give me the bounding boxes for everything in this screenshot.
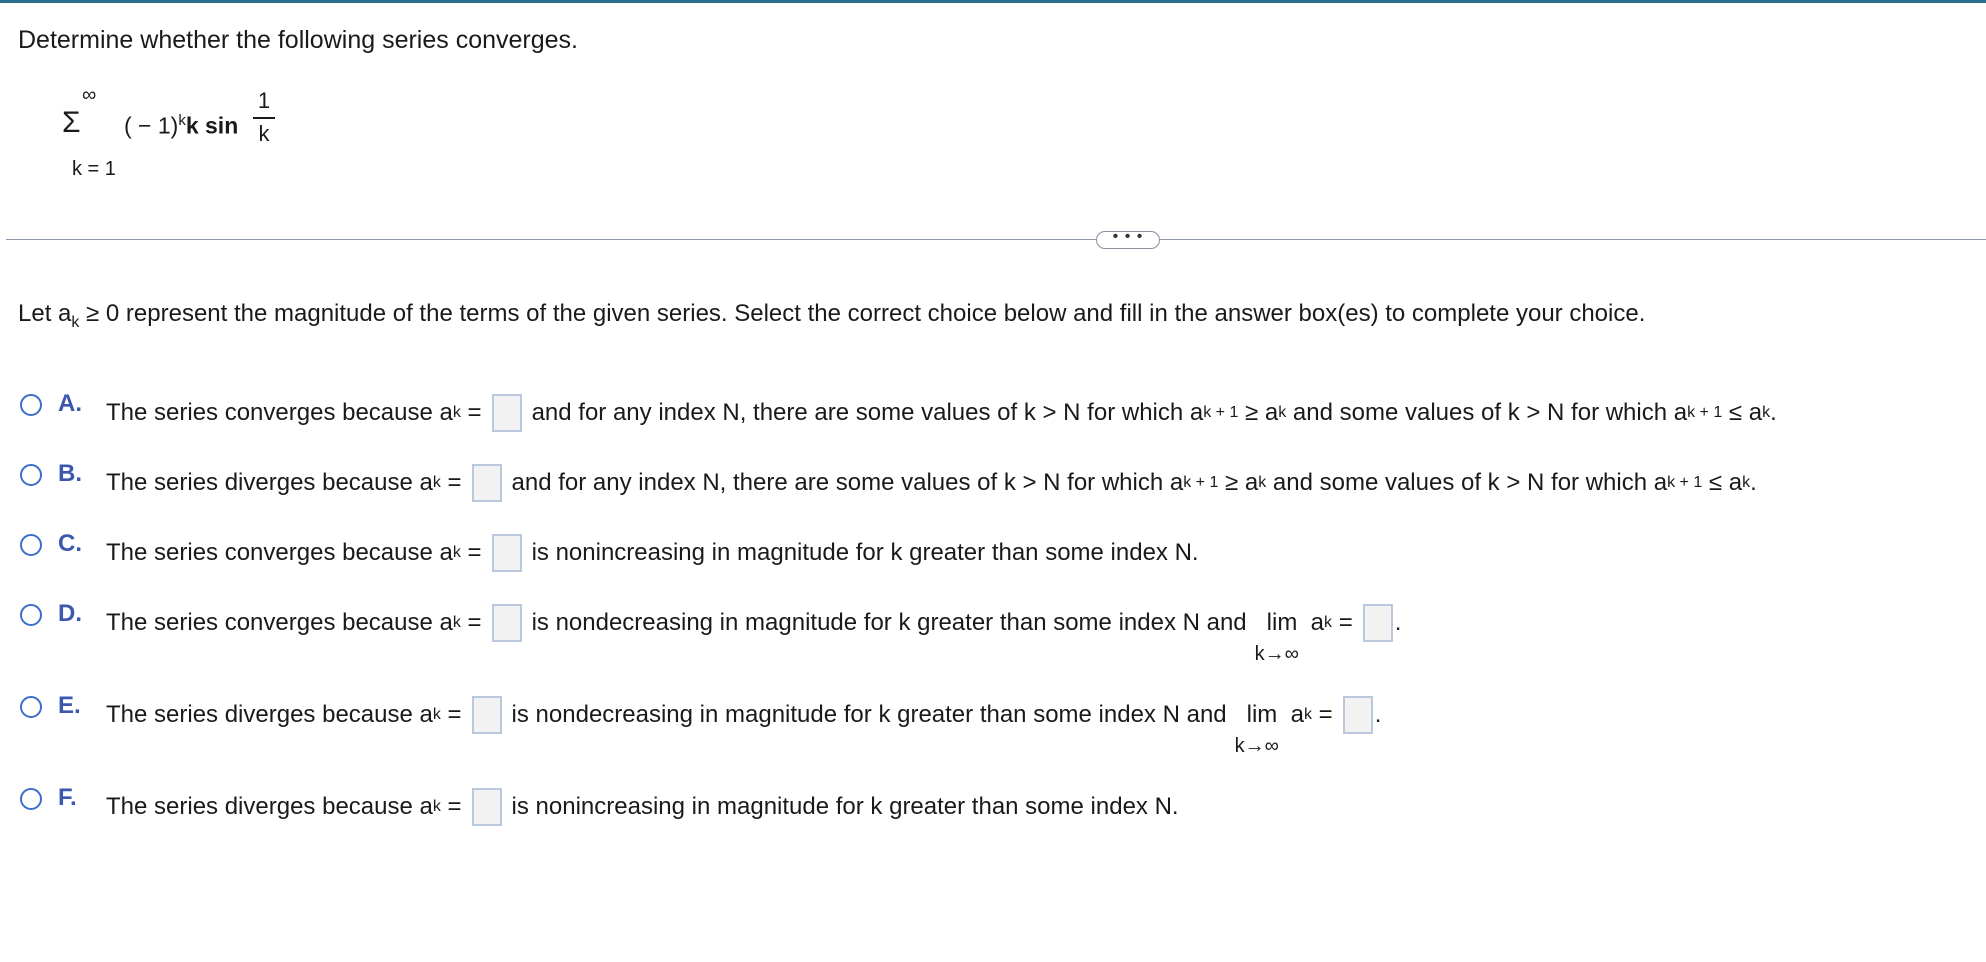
equals-sign: = bbox=[447, 793, 462, 820]
sub-k: k bbox=[432, 474, 441, 491]
choice-text bbox=[106, 464, 1757, 502]
choice-mid: is nonincreasing in magnitude for k greater than some index N. bbox=[511, 793, 1179, 820]
limit-expression bbox=[1234, 701, 1279, 757]
equals-sign: = bbox=[467, 609, 482, 636]
instruction-text bbox=[18, 300, 1645, 332]
choice-mid4: ≤ a bbox=[1728, 399, 1763, 426]
answer-box-limit[interactable] bbox=[1343, 696, 1373, 734]
choice-text bbox=[106, 394, 1777, 432]
radio-choice-e[interactable] bbox=[20, 696, 42, 718]
sub-k-plus-1: k + 1 bbox=[1687, 404, 1723, 421]
radio-choice-d[interactable] bbox=[20, 604, 42, 626]
answer-box[interactable] bbox=[492, 534, 522, 572]
sub-k-plus-1: k + 1 bbox=[1203, 404, 1239, 421]
series-base: ( − 1) bbox=[124, 112, 179, 139]
lim-label: lim bbox=[1246, 701, 1278, 728]
choice-text bbox=[106, 788, 1179, 826]
choice-mid3: and some values of k > N for which a bbox=[1272, 469, 1668, 496]
choice-mid2: ≥ a bbox=[1225, 469, 1259, 496]
series-lower-limit: k = 1 bbox=[72, 158, 116, 180]
sub-k: k bbox=[452, 404, 461, 421]
sub-k: k bbox=[1258, 474, 1267, 491]
choice-mid3: and some values of k > N for which a bbox=[1292, 399, 1688, 426]
sub-k: k bbox=[452, 544, 461, 561]
sub-k-plus-1: k + 1 bbox=[1183, 474, 1219, 491]
lim-subscript: k→∞ bbox=[1234, 735, 1279, 757]
sub-k-plus-1: k + 1 bbox=[1667, 474, 1703, 491]
fraction-denominator: k bbox=[258, 121, 270, 146]
sub-k: k bbox=[1762, 404, 1771, 421]
choice-text bbox=[106, 604, 1402, 665]
sub-k: k bbox=[432, 798, 441, 815]
radio-choice-c[interactable] bbox=[20, 534, 42, 556]
choice-letter: E. bbox=[58, 692, 81, 719]
choice-lead: The series converges because a bbox=[106, 539, 453, 566]
sub-k: k bbox=[1304, 706, 1312, 723]
choice-lead: The series converges because a bbox=[106, 399, 453, 426]
instruction-after: ≥ 0 represent the magnitude of the terms of the given series. Select the correct choice below and fill in the answer box(es) to complete your choice. bbox=[79, 300, 1646, 327]
radio-choice-a[interactable] bbox=[20, 394, 42, 416]
answer-box[interactable] bbox=[472, 788, 502, 826]
sub-k: k bbox=[1278, 404, 1287, 421]
answer-box[interactable] bbox=[492, 394, 522, 432]
choice-letter: C. bbox=[58, 530, 82, 557]
series-fraction bbox=[253, 88, 275, 147]
radio-choice-b[interactable] bbox=[20, 464, 42, 486]
equals-sign: = bbox=[1338, 609, 1353, 636]
series-expression bbox=[60, 84, 320, 184]
fraction-numerator: 1 bbox=[257, 88, 271, 113]
answer-box[interactable] bbox=[492, 604, 522, 642]
lim-subscript: k→∞ bbox=[1254, 643, 1299, 665]
sigma-symbol: Σ bbox=[62, 106, 81, 139]
equals-sign: = bbox=[447, 701, 462, 728]
choice-lead: The series diverges because a bbox=[106, 469, 433, 496]
radio-choice-f[interactable] bbox=[20, 788, 42, 810]
instruction-before: Let a bbox=[18, 300, 72, 327]
choice-mid2: ≥ a bbox=[1245, 399, 1279, 426]
answer-box[interactable] bbox=[472, 464, 502, 502]
top-accent-bar bbox=[0, 0, 1986, 3]
choice-lead: The series converges because a bbox=[106, 609, 453, 636]
choice-mid: is nondecreasing in magnitude for k greater than some index N and bbox=[531, 609, 1247, 636]
sub-k: k bbox=[452, 614, 461, 631]
limit-expression bbox=[1254, 609, 1299, 665]
choice-lead: The series diverges because a bbox=[106, 793, 433, 820]
question-prompt: Determine whether the following series converges. bbox=[18, 26, 578, 54]
equals-sign: = bbox=[467, 399, 482, 426]
choice-mid: is nonincreasing in magnitude for k greater than some index N. bbox=[531, 539, 1199, 566]
choice-letter: F. bbox=[58, 784, 77, 811]
period: . bbox=[1770, 399, 1777, 426]
section-divider bbox=[6, 239, 1986, 240]
sub-k: k bbox=[1742, 474, 1751, 491]
series-upper-limit: ∞ bbox=[82, 84, 97, 106]
equals-sign: = bbox=[1318, 701, 1333, 728]
choice-letter: A. bbox=[58, 390, 82, 417]
choice-text bbox=[106, 534, 1199, 572]
equals-sign: = bbox=[467, 539, 482, 566]
series-sin-term: k sin bbox=[185, 112, 239, 139]
choice-mid: and for any index N, there are some values of k > N for which a bbox=[511, 469, 1184, 496]
choice-text bbox=[106, 696, 1382, 757]
lim-label: lim bbox=[1266, 609, 1298, 636]
instruction-sub: k bbox=[71, 314, 80, 331]
fraction-bar bbox=[253, 117, 275, 119]
equals-sign: = bbox=[447, 469, 462, 496]
sub-k: k bbox=[432, 706, 441, 723]
sub-k: k bbox=[1324, 614, 1333, 631]
period: . bbox=[1394, 609, 1402, 636]
lim-a: a bbox=[1310, 609, 1325, 636]
period: . bbox=[1374, 701, 1382, 728]
choice-mid: is nondecreasing in magnitude for k greater than some index N and bbox=[511, 701, 1227, 728]
expand-dots-button[interactable]: • • • bbox=[1096, 231, 1160, 249]
choice-mid: and for any index N, there are some values of k > N for which a bbox=[531, 399, 1204, 426]
choice-mid4: ≤ a bbox=[1708, 469, 1743, 496]
answer-box[interactable] bbox=[472, 696, 502, 734]
answer-box-limit[interactable] bbox=[1363, 604, 1393, 642]
choice-letter: B. bbox=[58, 460, 82, 487]
choice-lead: The series diverges because a bbox=[106, 701, 433, 728]
period: . bbox=[1750, 469, 1757, 496]
choice-letter: D. bbox=[58, 600, 82, 627]
series-exponent: k bbox=[178, 112, 186, 129]
lim-a: a bbox=[1290, 701, 1304, 728]
series-term bbox=[124, 112, 238, 140]
